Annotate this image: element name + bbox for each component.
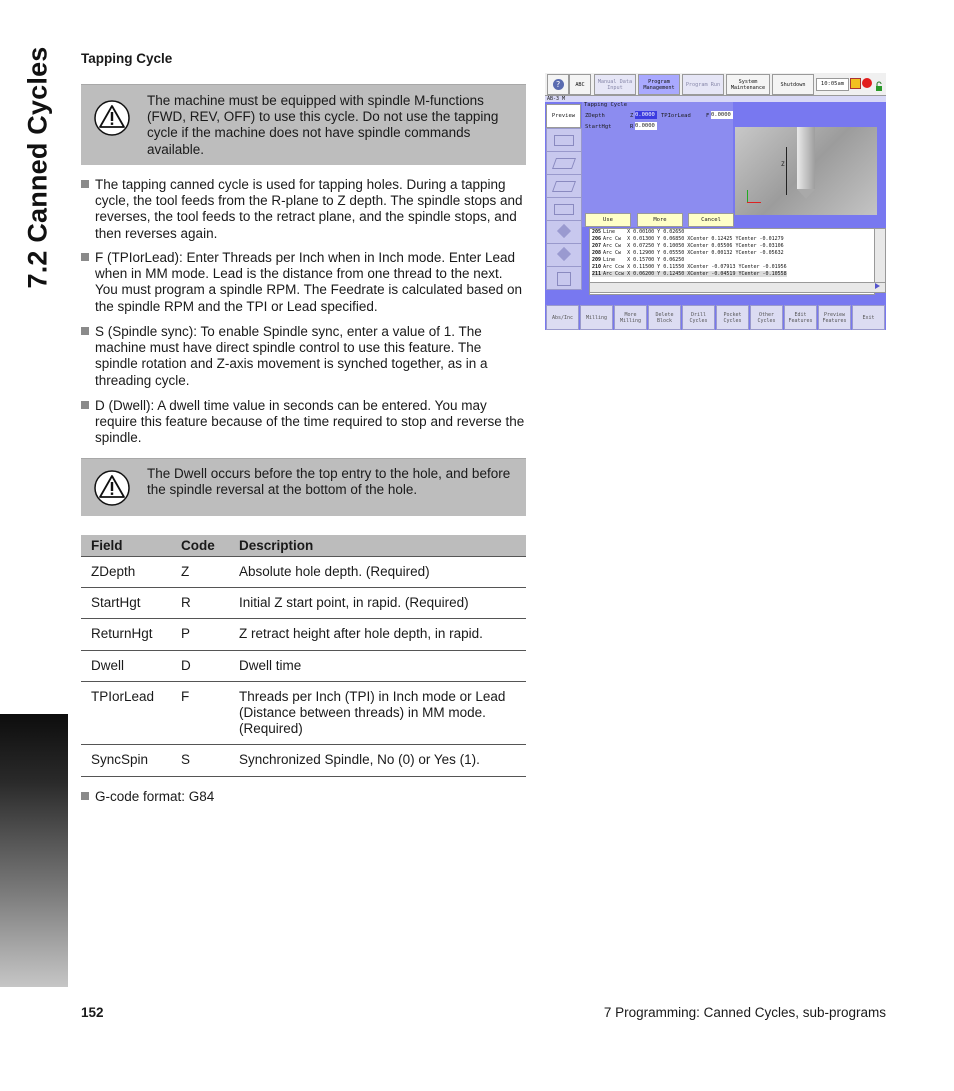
tpi-input[interactable]: 0.0000 (711, 111, 733, 119)
z-axis-label: Z (781, 161, 785, 168)
bullet-item: G-code format: G84 (81, 789, 527, 807)
code-line: 209 Line X 0.15700 Y 0.06250 (592, 257, 685, 263)
table-header-row (81, 535, 526, 557)
table-cell: StartHgt (81, 588, 171, 619)
bullet-square-icon (81, 327, 89, 335)
cycle-type-button[interactable] (546, 197, 582, 221)
edit-features-button[interactable]: Edit Features (784, 305, 817, 330)
cycle-type-button[interactable] (546, 151, 582, 175)
manual-data-input-button[interactable]: Manual Data Input (594, 74, 636, 95)
exit-button[interactable]: Exit (852, 305, 885, 330)
table-cell: Absolute hole depth. (Required) (229, 557, 526, 588)
warning-box (81, 84, 526, 165)
chapter-title: 7.2 Canned Cycles (22, 45, 53, 289)
clock: 10:05am (816, 78, 849, 91)
table-cell: P (171, 619, 229, 650)
alarm-icon[interactable] (850, 78, 861, 89)
table-cell: D (171, 650, 229, 681)
y-axis-marker (747, 190, 748, 202)
cycle-type-button[interactable] (546, 128, 582, 152)
chapter-side-tab (0, 714, 68, 987)
horizontal-scrollbar[interactable] (589, 282, 886, 293)
bullet-square-icon (81, 401, 89, 409)
table-header: Code (171, 535, 229, 557)
code-line: 210 Arc Ccw X 0.11500 Y 0.11550 XCenter -0.07913 YCenter -0.01956 (592, 264, 787, 270)
code-line: 205 Line X 0.00100 Y 0.02650 (592, 229, 685, 235)
field-table (81, 535, 526, 777)
table-cell: Initial Z start point, in rapid. (Required) (229, 588, 526, 619)
table-cell: ReturnHgt (81, 619, 171, 650)
page-number: 152 (81, 1005, 104, 1020)
cycle-type-button[interactable] (546, 174, 582, 198)
tpi-code: F (706, 113, 710, 119)
table-row (81, 588, 526, 619)
code-line: 207 Arc Cw X 0.07250 Y 0.10050 XCenter 0.05506 YCenter -0.03106 (592, 243, 784, 249)
zdepth-code: Z (630, 113, 634, 119)
more-button[interactable]: More (637, 213, 683, 227)
cycle-icon (557, 247, 571, 261)
tpi-label: TPIorLead (661, 113, 691, 119)
zdepth-input[interactable]: 0.0000 (635, 111, 657, 119)
table-cell: Threads per Inch (TPI) in Inch mode or Lead (Distance between threads) in MM mode. (Required) (229, 681, 526, 745)
shutdown-button[interactable]: Shutdown (772, 74, 814, 95)
cycle-icon (552, 158, 576, 169)
bullet-item: D (Dwell): A dwell time value in seconds can be entered. You may require this feature because of the time required to stop and reverse the spindle. (81, 398, 527, 448)
other-cycles-button[interactable]: Other Cycles (750, 305, 783, 330)
tool-preview (735, 127, 877, 215)
unlock-icon[interactable] (875, 77, 883, 88)
z-axis-line (786, 147, 787, 195)
use-button[interactable]: Use (585, 213, 631, 227)
section-heading: Tapping Cycle (81, 51, 173, 66)
milling-button[interactable]: Milling (580, 305, 613, 330)
table-cell: R (171, 588, 229, 619)
table-cell: TPIorLead (81, 681, 171, 745)
vertical-scrollbar[interactable] (874, 228, 886, 284)
abs-inc-button[interactable]: Abs/Inc (546, 305, 579, 330)
cnc-screenshot (545, 73, 886, 330)
cycle-icon (554, 204, 574, 215)
drill-cycles-button[interactable]: Drill Cycles (682, 305, 715, 330)
program-management-button[interactable]: Program Management (638, 74, 680, 95)
warning-box (81, 458, 526, 516)
table-cell: Dwell (81, 650, 171, 681)
table-row (81, 745, 526, 776)
abc-button[interactable]: ABC (569, 74, 591, 95)
table-cell: ZDepth (81, 557, 171, 588)
estop-icon[interactable] (862, 78, 872, 88)
table-cell: Z retract height after hole depth, in rapid. (229, 619, 526, 650)
footer-title: 7 Programming: Canned Cycles, sub-programs (603, 1005, 886, 1020)
bullet-square-icon (81, 792, 89, 800)
cycle-type-button[interactable] (546, 243, 582, 267)
table-cell: Dwell time (229, 650, 526, 681)
form-panel (582, 102, 733, 227)
starthgt-label: StartHgt (585, 124, 612, 130)
x-axis-marker (747, 202, 761, 203)
warning-icon (93, 99, 131, 137)
tool-tip (797, 189, 815, 199)
help-icon: ? (553, 79, 564, 90)
table-header: Description (229, 535, 526, 557)
more-milling-button[interactable]: More Milling (614, 305, 647, 330)
table-cell: Z (171, 557, 229, 588)
preview-features-button[interactable]: Preview Features (818, 305, 851, 330)
cycle-type-button[interactable] (546, 266, 582, 290)
table-header: Field (81, 535, 171, 557)
table-cell: Synchronized Spindle, No (0) or Yes (1). (229, 745, 526, 776)
mode-bar: AB-3 M (545, 96, 886, 102)
form-title: Tapping Cycle (584, 102, 628, 108)
help-button[interactable] (547, 74, 569, 95)
zdepth-label: ZDepth (585, 113, 605, 119)
cancel-button[interactable]: Cancel (688, 213, 734, 227)
cycle-icon (552, 181, 576, 192)
pocket-cycles-button[interactable]: Pocket Cycles (716, 305, 749, 330)
code-line: 206 Arc Cw X 0.01300 Y 0.06850 XCenter 0.12425 YCenter -0.01279 (592, 236, 784, 242)
code-line: 208 Arc Cw X 0.12900 Y 0.05550 XCenter 0.00132 YCenter -0.05632 (592, 250, 784, 256)
cycle-icon (557, 224, 571, 238)
table-cell: F (171, 681, 229, 745)
delete-block-button[interactable]: Delete Block (648, 305, 681, 330)
bullet-item: F (TPIorLead): Enter Threads per Inch when in Inch mode. Enter Lead when in MM mode. Lead is the distance from one thread to the next. You must program a spindle RPM. The Feedrate is calculated based on the spindle RPM and the TPI or Lead specified. (81, 250, 527, 316)
table-cell: S (171, 745, 229, 776)
edit-icon (557, 272, 571, 286)
scroll-right-icon[interactable] (875, 283, 880, 289)
cycle-icon (554, 135, 574, 146)
preview-tab[interactable]: Preview (546, 104, 581, 128)
table-row (81, 650, 526, 681)
bullet-item: S (Spindle sync): To enable Spindle sync, enter a value of 1. The machine must have direct spindle control to use this feature. The spindle rotation and Z-axis movement is synched together, as in a threading cycle. (81, 324, 527, 390)
bullet-square-icon (81, 253, 89, 261)
warning-icon (93, 469, 131, 507)
warning-text: The machine must be equipped with spindle M-functions (FWD, REV, OFF) to use this cycle. Do not use the tapping cycle if the machine does not have spindle commands available. (147, 93, 499, 157)
table-cell: SyncSpin (81, 745, 171, 776)
tool-shape (797, 127, 815, 189)
bullet-square-icon (81, 180, 89, 188)
starthgt-input[interactable]: 0.0000 (635, 122, 657, 130)
system-maintenance-button[interactable]: System Maintenance (726, 74, 770, 95)
cycle-type-button[interactable] (546, 220, 582, 244)
table-row (81, 619, 526, 650)
bullet-item: The tapping canned cycle is used for tapping holes. During a tapping cycle, the tool feeds from the R-plane to Z depth. The spindle stops and reverses, the tool feeds to the retract plane, and the spindle stops, and then reverses again. (81, 177, 527, 243)
table-row (81, 557, 526, 588)
warning-text: The Dwell occurs before the top entry to the hole, and before the spindle reversal at the bottom of the hole. (147, 466, 511, 498)
table-row (81, 681, 526, 745)
program-run-button[interactable]: Program Run (682, 74, 724, 95)
code-line-selected: 211 Arc Ccw X 0.06200 Y 0.12450 XCenter -0.04519 YCenter -0.10558 (592, 271, 787, 277)
starthgt-code: R (630, 124, 634, 130)
